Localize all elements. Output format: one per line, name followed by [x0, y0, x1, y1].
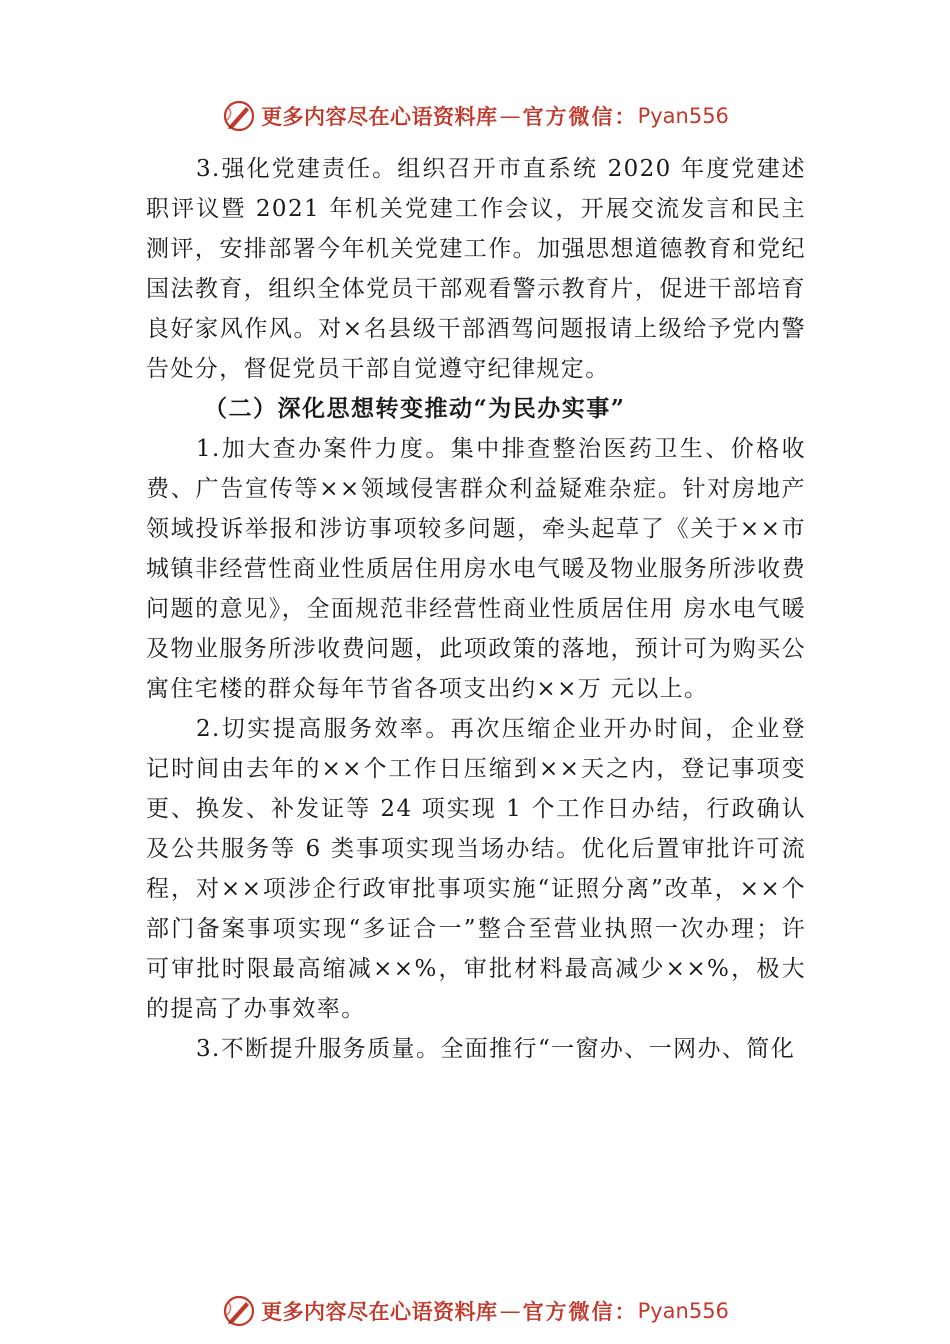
section-heading: （二）深化思想转变推动“为民办实事” — [204, 395, 626, 422]
watermark-dash: — — [499, 1299, 521, 1323]
watermark-brand: 更多内容尽在心语资料库 — [261, 105, 498, 129]
watermark-dash: — — [499, 104, 521, 128]
paragraph-service-efficiency: 2.切实提高服务效率。再次压缩企业开办时间，企业登记时间由去年的××个工作日压缩到××天之内，登记事项变更、换发、补发证等 24 项实现 1 个工作日办结，行政确认及公共服务等 6 类事项实现当场办结。优化后置审批许可流程，对××项涉企行政审批事项实施“证照分离”改革，××个部门备案事项实现“多证合一”整合至营业执照一次办理；许可审批时限最高缩减××%，审批材料最高减少××%，极大的提高了办事效率。 — [146, 716, 806, 1022]
watermark-wechat-id: Pyan556 — [637, 1299, 729, 1323]
paragraph-service-quality: 3.不断提升服务质量。全面推行“一窗办、一网办、简化 — [196, 1036, 796, 1062]
watermark-brand: 更多内容尽在心语资料库 — [261, 1300, 498, 1324]
pen-logo-icon — [221, 98, 257, 134]
watermark-wechat-id: Pyan556 — [637, 104, 729, 128]
watermark-label: 官方微信： — [522, 1300, 638, 1324]
footer-watermark — [0, 1291, 950, 1331]
document-body — [146, 149, 806, 1069]
paragraph-party-building: 3.强化党建责任。组织召开市直系统 2020 年度党建述职评议暨 2021 年机关党建工作会议，开展交流发言和民主测评，安排部署今年机关党建工作。加强思想道德教育和党纪国法教育，组织全体党员干部观看警示教育片，促进干部培育良好家风作风。对×名县级干部酒驾问题报请上级给予党内警告处分，督促党员干部自觉遵守纪律规定。 — [146, 156, 806, 382]
pen-logo-icon — [221, 1293, 257, 1329]
watermark-label: 官方微信： — [522, 105, 638, 129]
paragraph-case-handling: 1.加大查办案件力度。集中排查整治医药卫生、价格收费、广告宣传等××领域侵害群众利益疑难杂症。针对房地产领域投诉举报和涉访事项较多问题，牵头起草了《关于××市城镇非经营性商业性质居住用房水电气暖及物业服务所涉收费问题的意见》，全面规范非经营性商业性质居住用 房水电气暖及物业服务所涉收费问题，此项政策的落地，预计可为购买公寓住宅楼的群众每年节省各项支出约××万 元以上。 — [146, 436, 806, 702]
header-watermark — [0, 96, 950, 136]
